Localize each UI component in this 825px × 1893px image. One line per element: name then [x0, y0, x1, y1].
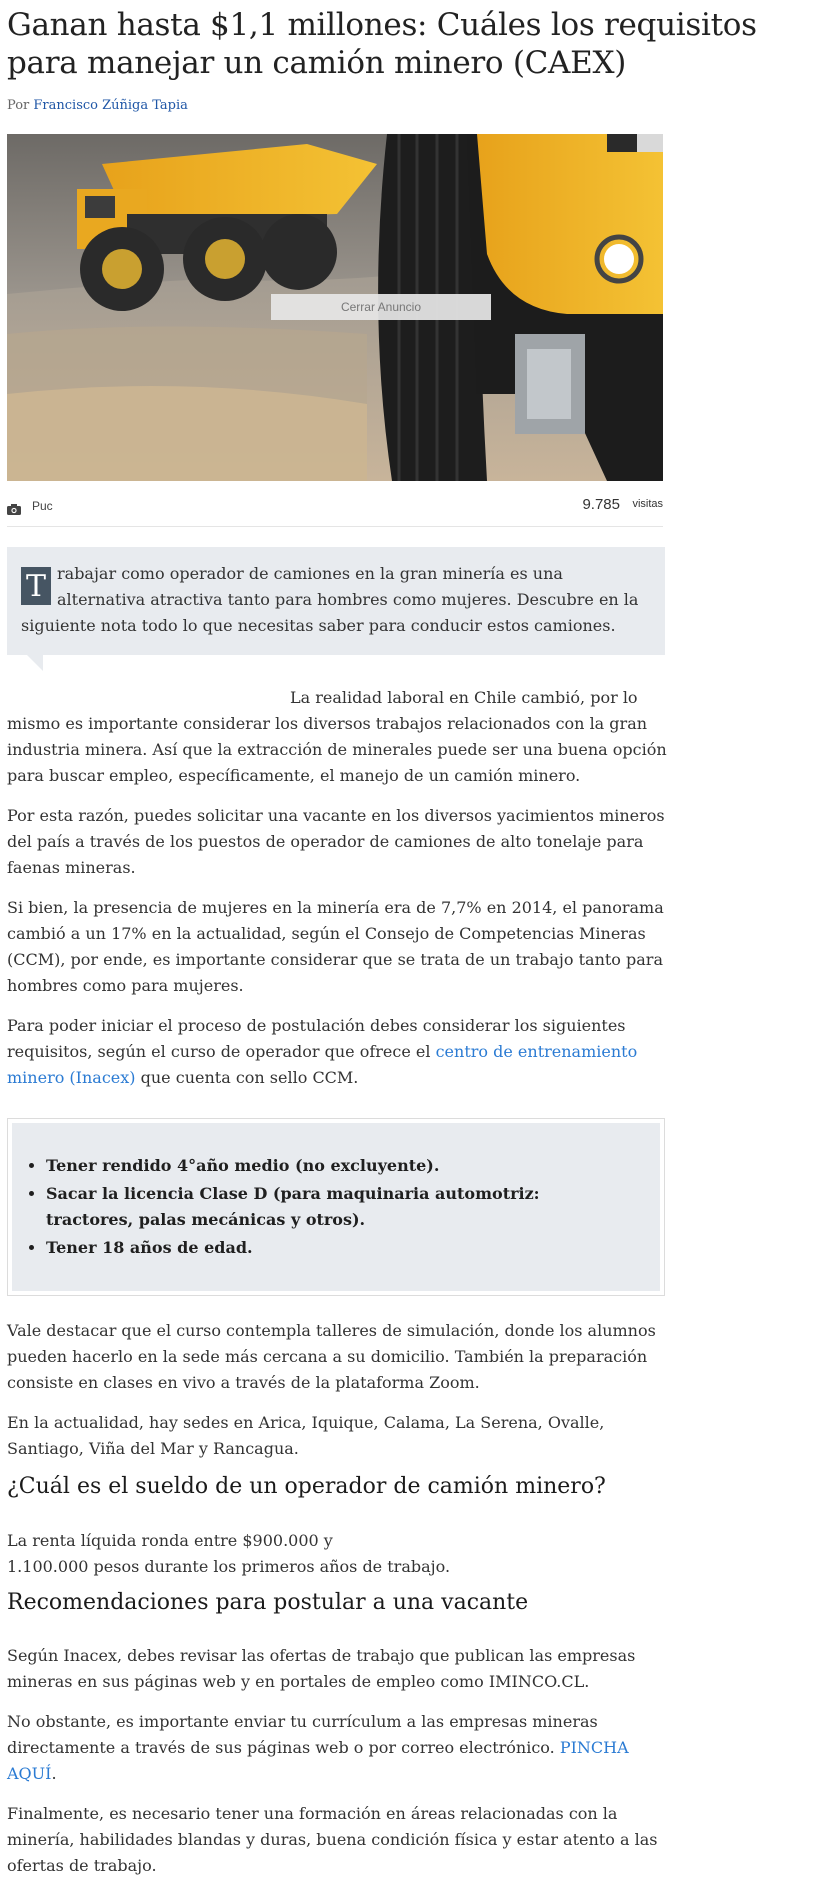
- salary-heading: ¿Cuál es el sueldo de un operador de camión minero?: [7, 1474, 606, 1499]
- paragraph-text: No obstante, es importante enviar tu currículum a las empresas mineras directamente a través de sus páginas web o por correo electrónico.: [7, 1712, 598, 1757]
- paragraph: [7, 1709, 667, 1787]
- requirements-box: [7, 1118, 665, 1296]
- inacex-link[interactable]: centro de entrenamiento minero (Inacex): [7, 1042, 638, 1087]
- list-item: • Tener rendido 4°año medio (no excluyente).: [46, 1153, 606, 1179]
- paragraph: [7, 685, 667, 789]
- paragraph-text: .: [51, 1764, 57, 1783]
- author-link[interactable]: Francisco Zúñiga Tapia: [33, 98, 188, 113]
- paragraph-text: Para poder iniciar el proceso de postulación debes considerar los siguientes requisitos, según el curso de operador que ofrece el: [7, 1016, 626, 1061]
- lead-pointer: [21, 649, 43, 671]
- article-body-part2: [7, 1318, 667, 1476]
- visits-label: visitas: [632, 498, 663, 510]
- requirements-list: [12, 1123, 660, 1261]
- paragraph: [7, 1013, 667, 1091]
- lead-summary: [7, 547, 665, 655]
- article-body-part1: [7, 685, 667, 1105]
- paragraph: Vale destacar que el curso contempla talleres de simulación, donde los alumnos pueden hacerlo en la sede más cercana a su domicilio. También la preparación consiste en clases en vivo a través de la plataforma Zoom.: [7, 1321, 656, 1392]
- salary-line: La renta líquida ronda entre $900.000 y: [7, 1531, 333, 1550]
- list-item: • Sacar la licencia Clase D (para maquinaria automotriz: tractores, palas mecánicas y otros).: [46, 1181, 606, 1233]
- visits-count: 9.785: [582, 496, 620, 513]
- drop-cap: T: [21, 567, 51, 605]
- paragraph-text: La realidad laboral en Chile cambió, por lo mismo es importante considerar los diversos trabajos relacionados con la gran industria minera. Así que la extracción de minerales puede ser una buena opción para buscar empleo, específicamente, el manejo de un camión minero.: [7, 688, 667, 785]
- salary-line: 1.100.000 pesos durante los primeros años de trabajo.: [7, 1557, 451, 1576]
- recommendations-section: [7, 1643, 667, 1893]
- paragraph: Según Inacex, debes revisar las ofertas de trabajo que publican las empresas mineras en sus páginas web y en portales de empleo como IMINCO.CL.: [7, 1646, 636, 1691]
- recommendations-heading: Recomendaciones para postular a una vacante: [7, 1590, 529, 1615]
- article-title: Ganan hasta $1,1 millones: Cuáles los requisitos para manejar un camión minero (CAEX): [7, 7, 757, 81]
- paragraph: Finalmente, es necesario tener una formación en áreas relacionadas con la minería, habilidades blandas y duras, buena condición física y estar atento a las ofertas de trabajo.: [7, 1804, 658, 1875]
- paragraph: [7, 1528, 667, 1580]
- visits-counter: [582, 496, 663, 514]
- photo-meta: [7, 496, 663, 527]
- paragraph: Por esta razón, puedes solicitar una vacante en los diversos yacimientos mineros del país a través de los puestos de operador de camiones de alto tonelaje para faenas mineras.: [7, 806, 665, 877]
- list-item: • Tener 18 años de edad.: [46, 1235, 606, 1261]
- close-ad-button[interactable]: Cerrar Anuncio: [271, 294, 491, 320]
- image-credit: Puc: [32, 499, 53, 513]
- paragraph: En la actualidad, hay sedes en Arica, Iquique, Calama, La Serena, Ovalle, Santiago, Viña del Mar y Rancagua.: [7, 1413, 605, 1458]
- pincha-aqui-link[interactable]: PINCHA AQUÍ: [7, 1738, 629, 1783]
- paragraph: Si bien, la presencia de mujeres en la minería era de 7,7% en 2014, el panorama cambió a un 17% en la actualidad, según el Consejo de Competencias Mineras (CCM), por ende, es importante considerar que se trata de un trabajo tanto para hombres como para mujeres.: [7, 898, 664, 995]
- lead-text: rabajar como operador de camiones en la gran minería es una alternativa atractiva tanto para hombres como mujeres. Descubre en la siguiente nota todo lo que necesitas saber para conducir estos camiones.: [21, 564, 639, 635]
- paragraph-text: que cuenta con sello CCM.: [140, 1068, 359, 1087]
- byline: [7, 98, 188, 113]
- byline-prefix: Por: [7, 98, 30, 113]
- salary-section: [7, 1528, 667, 1594]
- hero-image: [7, 134, 663, 481]
- camera-icon: [7, 500, 21, 519]
